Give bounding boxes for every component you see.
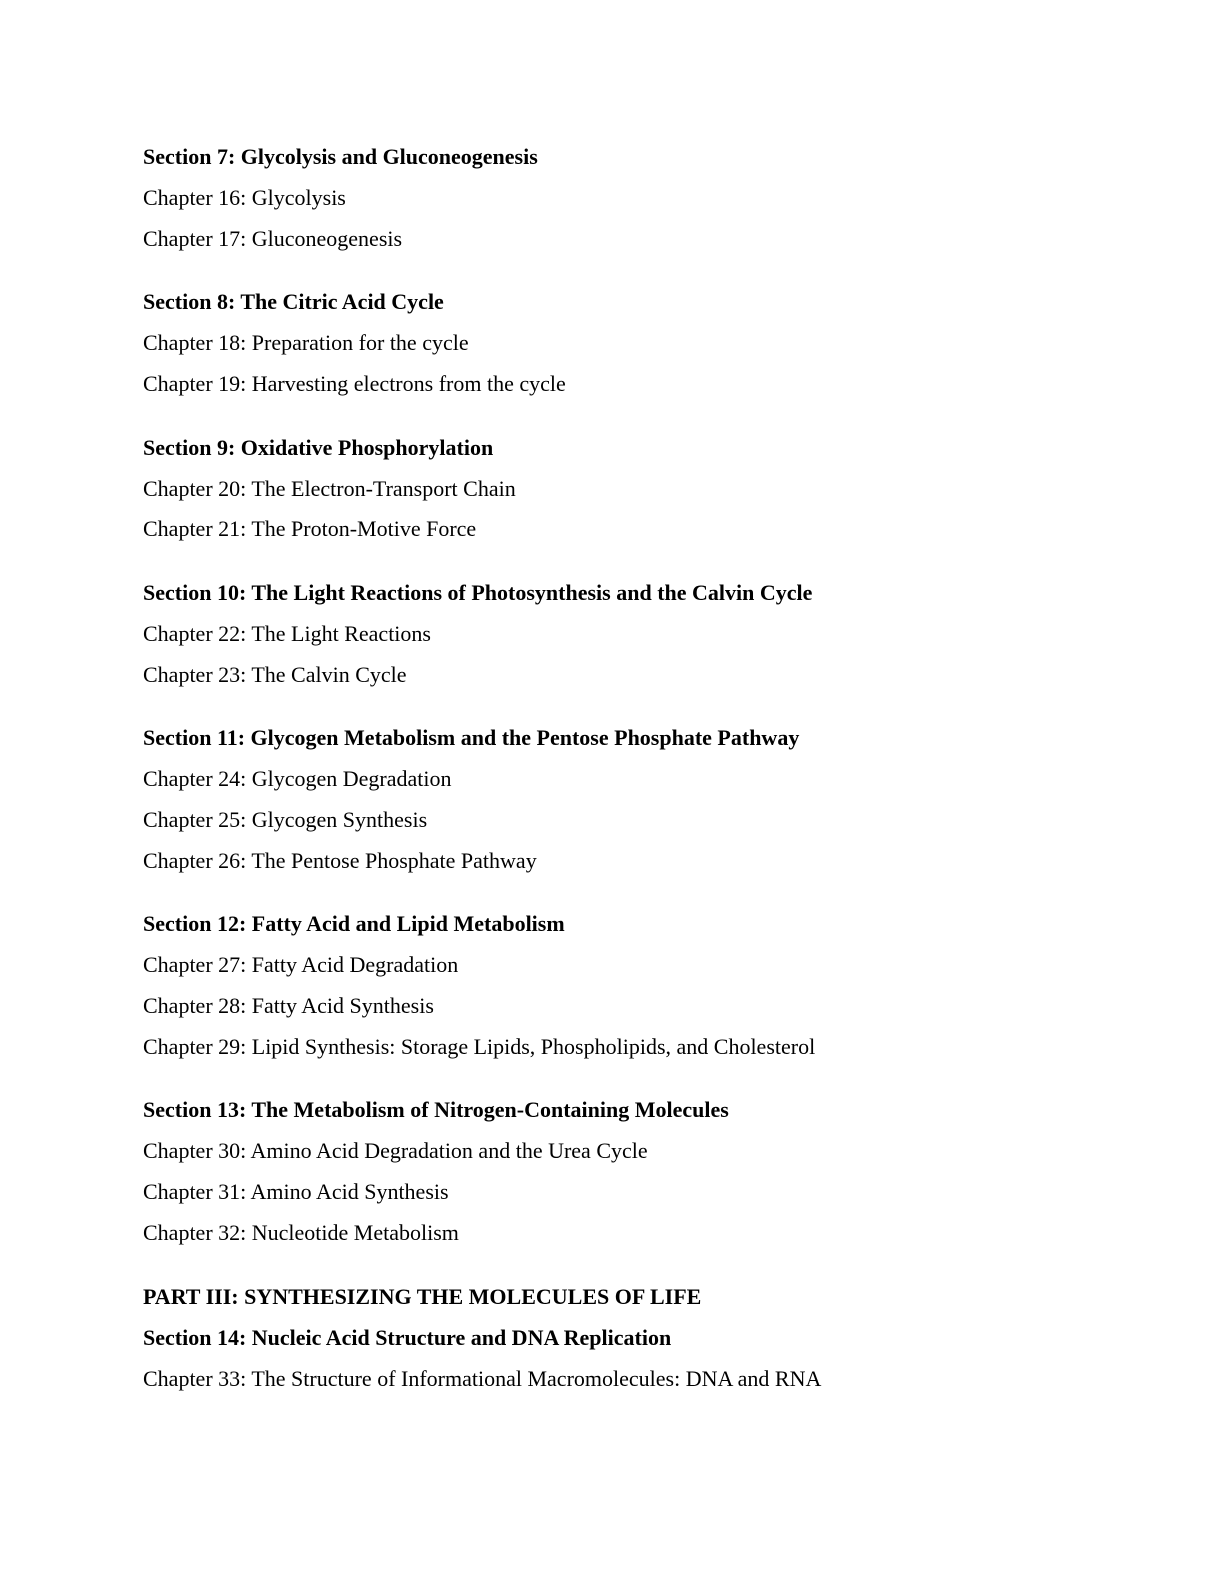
chapter-entry: Chapter 23: The Calvin Cycle (143, 662, 407, 687)
chapter-entry: Chapter 22: The Light Reactions (143, 621, 431, 646)
section-heading: Section 13: The Metabolism of Nitrogen-Containing Molecules (143, 1097, 729, 1122)
chapter-entry: Chapter 17: Gluconeogenesis (143, 226, 403, 251)
chapter-entry: Chapter 20: The Electron-Transport Chain (143, 476, 516, 501)
section-heading: Section 9: Oxidative Phosphorylation (143, 435, 494, 460)
chapter-entry: Chapter 29: Lipid Synthesis: Storage Lipids, Phospholipids, and Cholesterol (143, 1034, 816, 1059)
chapter-entry: Chapter 28: Fatty Acid Synthesis (143, 993, 434, 1018)
section-heading: Section 11: Glycogen Metabolism and the Pentose Phosphate Pathway (143, 725, 800, 750)
chapter-entry: Chapter 30: Amino Acid Degradation and the Urea Cycle (143, 1138, 648, 1163)
chapter-entry: Chapter 19: Harvesting electrons from the cycle (143, 371, 566, 396)
section-heading: Section 7: Glycolysis and Gluconeogenesis (143, 144, 538, 169)
chapter-entry: Chapter 32: Nucleotide Metabolism (143, 1220, 459, 1245)
chapter-entry: Chapter 24: Glycogen Degradation (143, 766, 452, 791)
chapter-entry: Chapter 16: Glycolysis (143, 185, 346, 210)
section-heading: Section 10: The Light Reactions of Photosynthesis and the Calvin Cycle (143, 580, 813, 605)
section-heading: Section 14: Nucleic Acid Structure and DNA Replication (143, 1325, 672, 1350)
section-heading: Section 8: The Citric Acid Cycle (143, 289, 444, 314)
chapter-entry: Chapter 33: The Structure of Informational Macromolecules: DNA and RNA (143, 1366, 822, 1391)
section-heading: Section 12: Fatty Acid and Lipid Metabolism (143, 911, 565, 936)
part-heading: PART III: SYNTHESIZING THE MOLECULES OF LIFE (143, 1284, 702, 1309)
chapter-entry: Chapter 26: The Pentose Phosphate Pathway (143, 848, 537, 873)
chapter-entry: Chapter 18: Preparation for the cycle (143, 330, 469, 355)
chapter-entry: Chapter 25: Glycogen Synthesis (143, 807, 428, 832)
chapter-entry: Chapter 21: The Proton-Motive Force (143, 516, 477, 541)
chapter-entry: Chapter 27: Fatty Acid Degradation (143, 952, 459, 977)
chapter-entry: Chapter 31: Amino Acid Synthesis (143, 1179, 449, 1204)
